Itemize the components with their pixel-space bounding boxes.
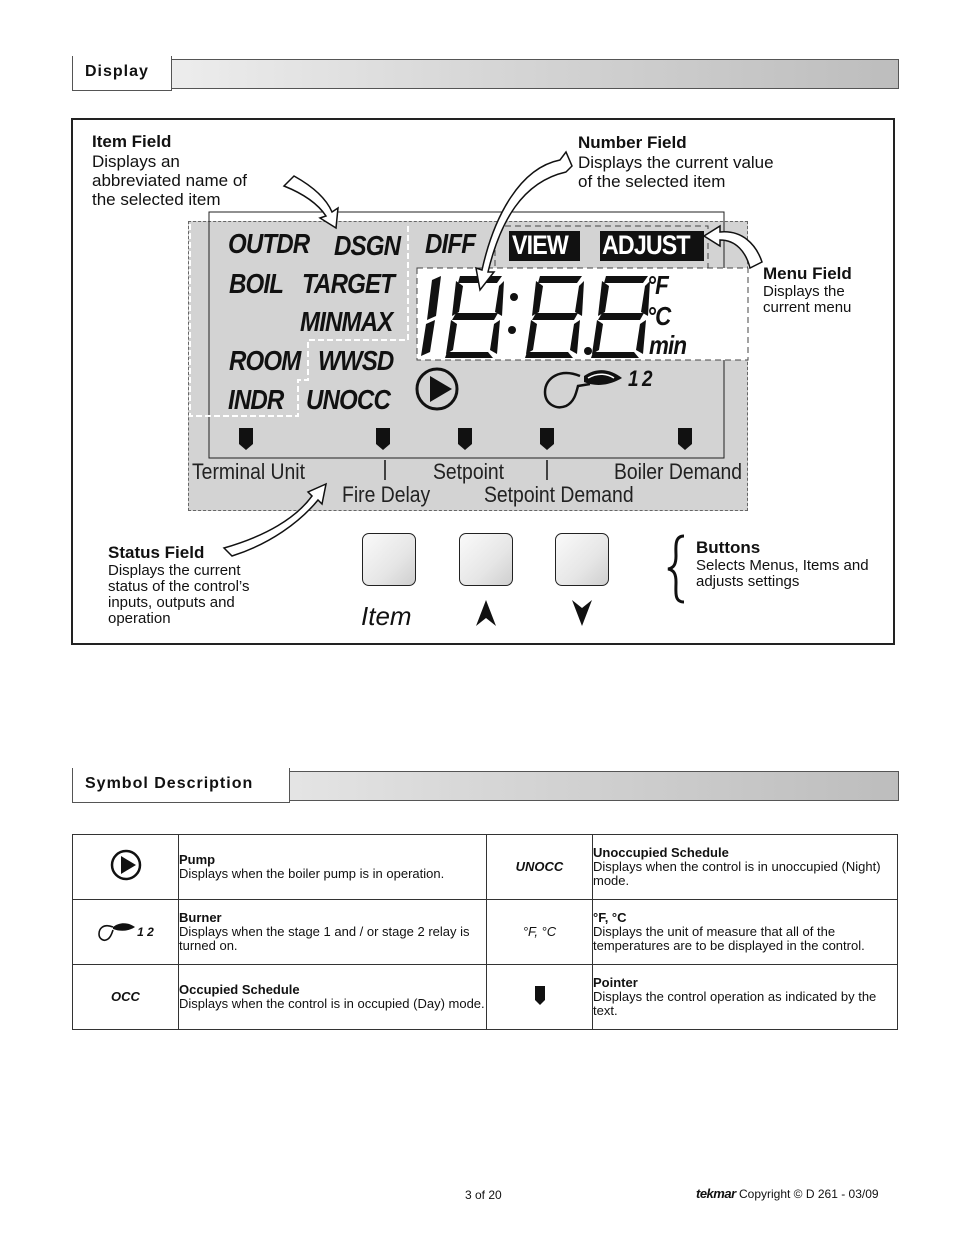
up-button[interactable] <box>459 533 513 586</box>
unocc-symbol: UNOCC <box>515 859 564 874</box>
occ-symbol: OCC <box>111 989 140 1004</box>
symbol-section-title: Symbol Description <box>85 775 254 792</box>
burner-icon <box>97 921 137 943</box>
table-row <box>73 835 898 900</box>
copyright: tekmar Copyright © D 261 - 03/09 <box>696 1186 879 1201</box>
status-field-callout: Status Field Displays the current status of the control’s inputs, outputs and operation <box>108 543 250 627</box>
symbol-cell <box>73 835 179 900</box>
lcd-item-unocc: UNOCC <box>306 384 390 415</box>
pointer-icons <box>239 428 692 450</box>
symbol-section-header <box>72 769 899 801</box>
symbol-desc: Pointer Displays the control operation as indicated by the text. <box>593 965 898 1030</box>
number-field-callout: Number Field Displays the current value of the selected item <box>578 133 774 191</box>
symbol-desc: Burner Displays when the stage 1 and / or stage 2 relay is turned on. <box>179 900 487 965</box>
symbol-desc: °F, °C Displays the unit of measure that all of the temperatures are to be displayed in the control. <box>593 900 898 965</box>
lcd-menu-adjust: ADJUST <box>602 230 690 260</box>
buttons-callout: Buttons Selects Menus, Items and adjusts settings <box>696 538 869 590</box>
display-section-title: Display <box>85 63 149 80</box>
symbol-cell <box>487 900 593 965</box>
lcd-unit-f: °F <box>647 270 668 300</box>
symbol-cell <box>487 965 593 1030</box>
status-terminal-unit: Terminal Unit <box>192 459 305 484</box>
lcd-item-diff: DIFF <box>425 228 476 259</box>
symbol-desc: Occupied Schedule Displays when the control is in occupied (Day) mode. <box>179 965 487 1030</box>
symbol-cell <box>487 835 593 900</box>
item-button-label: Item <box>361 601 412 631</box>
table-row <box>73 965 898 1030</box>
lcd-menu-view: VIEW <box>512 230 568 260</box>
symbol-cell: 1 2 <box>73 900 179 965</box>
lcd-item-indr: INDR <box>228 384 284 415</box>
symbol-desc: Unoccupied Schedule Displays when the control is in unoccupied (Night) mode. <box>593 835 898 900</box>
page-number: 3 of 20 <box>465 1188 502 1202</box>
lcd-item-target: TARGET <box>302 268 395 299</box>
lcd-unit-min: min <box>649 330 687 360</box>
lcd-item-boil: BOIL <box>229 268 284 299</box>
lcd-item-outdr: OUTDR <box>228 228 310 259</box>
lcd-item-wwsd: WWSD <box>318 345 394 376</box>
symbol-desc: Pump Displays when the boiler pump is in operation. <box>179 835 487 900</box>
symbol-cell <box>73 965 179 1030</box>
status-setpoint: Setpoint <box>433 459 505 484</box>
down-button[interactable] <box>555 533 609 586</box>
status-boiler-demand: Boiler Demand <box>614 459 743 484</box>
brand-logo: tekmar <box>696 1186 736 1201</box>
pointer-icon <box>533 984 547 1006</box>
pump-icon <box>109 848 143 882</box>
lcd-item-dsgn: DSGN <box>334 230 401 261</box>
lcd-stages: 1 2 <box>628 366 652 391</box>
lcd-unit-c: °C <box>647 301 671 331</box>
lcd-item-minmax: MINMAX <box>300 306 393 337</box>
table-row <box>73 900 898 965</box>
symbol-table <box>72 834 898 1030</box>
status-fire-delay: Fire Delay <box>342 482 431 507</box>
menu-field-callout: Menu Field Displays the current menu <box>763 264 852 316</box>
status-setpoint-demand: Setpoint Demand <box>484 482 634 507</box>
lcd-item-room: ROOM <box>229 345 301 376</box>
item-field-callout: Item Field Displays an abbreviated name of the selected item <box>92 132 247 209</box>
item-button[interactable] <box>362 533 416 586</box>
units-symbol: °F, °C <box>522 924 557 939</box>
